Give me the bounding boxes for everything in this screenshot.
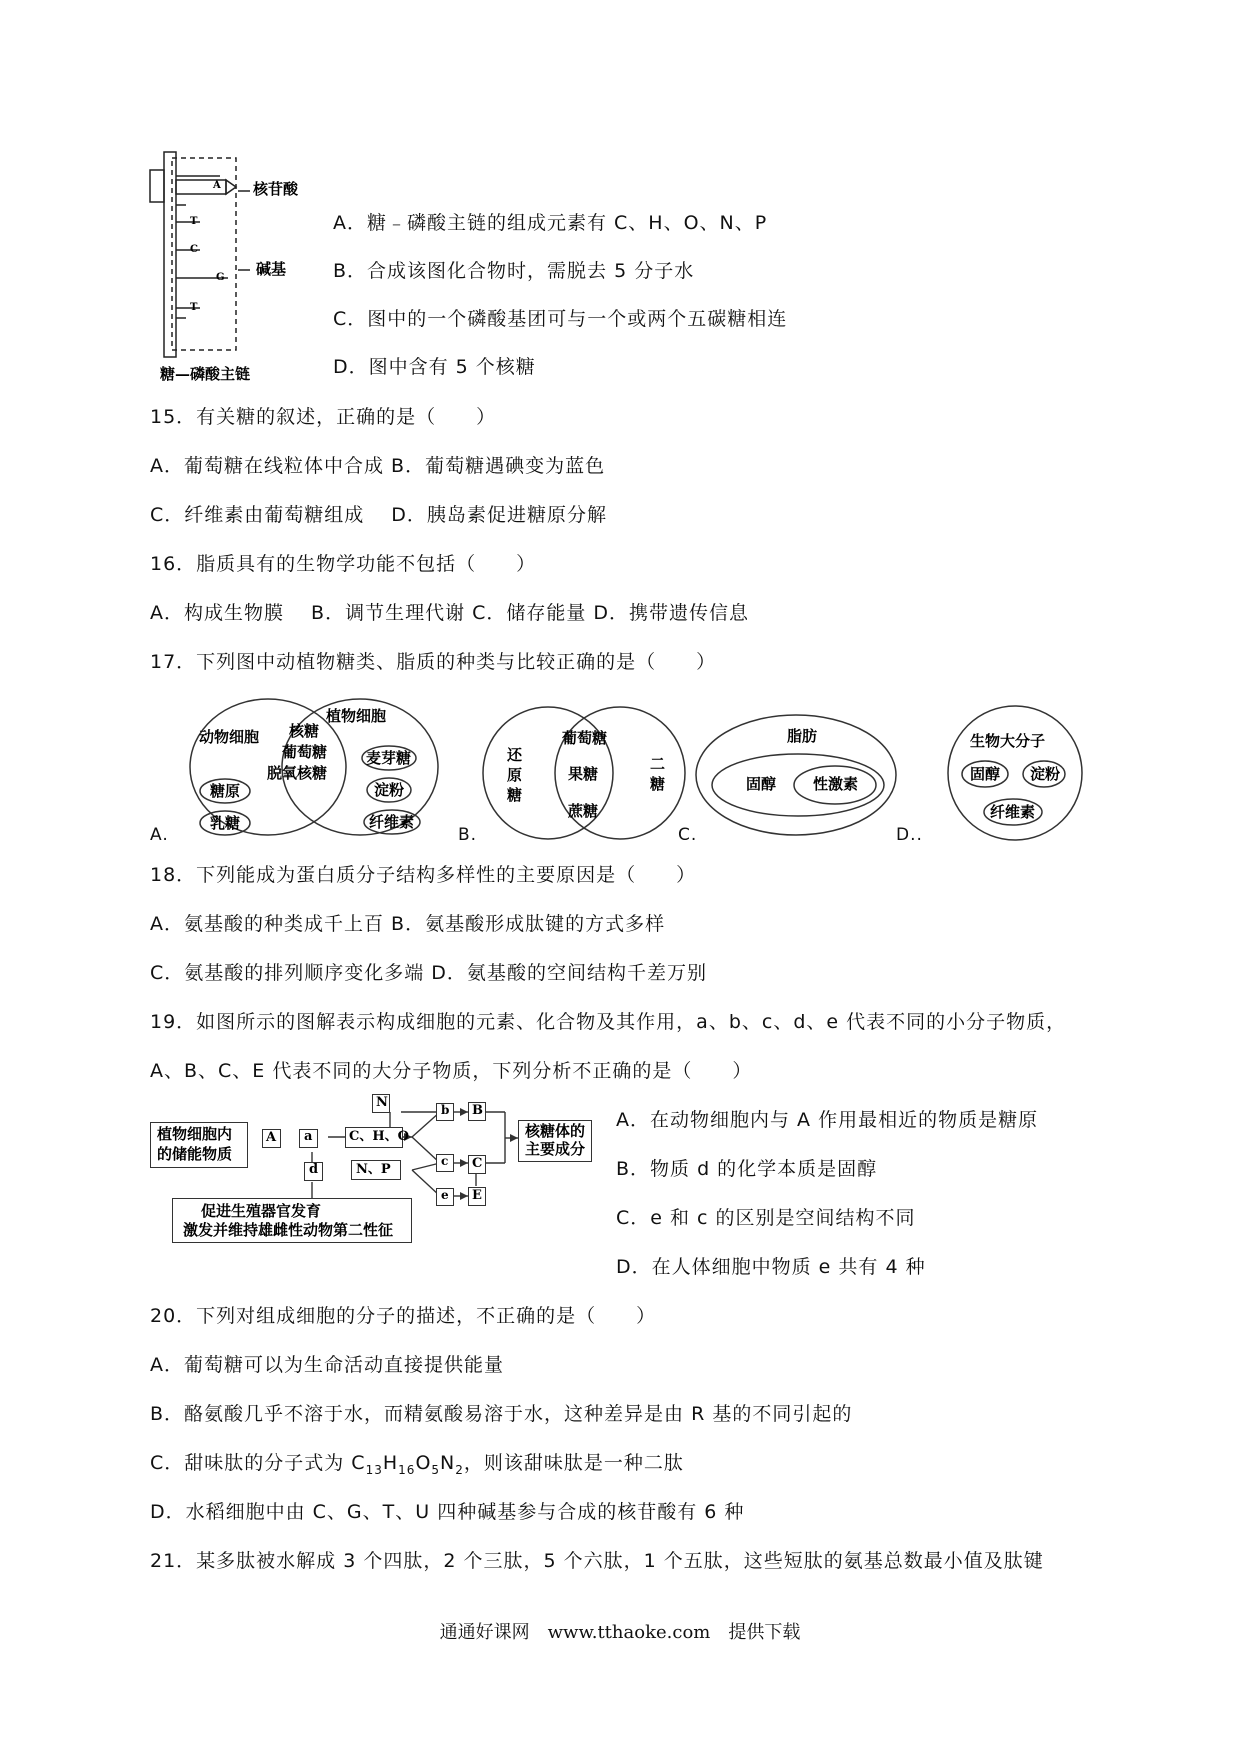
q19-ribosome-box: 核糖体的 主要成分: [518, 1120, 592, 1162]
q15-line2: C．纤维素由葡萄糖组成 D．胰岛素促进糖原分解: [150, 504, 607, 526]
q14-option-d: D．图中含有 5 个核糖: [333, 356, 536, 378]
venn-a-glycogen: 糖原: [210, 782, 241, 800]
q16-line1: A．构成生物膜 B．调节生理代谢 C．储存能量 D．携带遗传信息: [150, 602, 750, 624]
nucleotide-chain-diagram: [150, 152, 250, 357]
venn-a-plant-label: 植物细胞: [326, 707, 387, 725]
q19-box-c: c: [436, 1154, 454, 1172]
nested-c-sterol: 固醇: [746, 775, 777, 793]
q19-box-N: N: [372, 1094, 390, 1113]
venn-b-left-1: 还: [507, 746, 523, 764]
q19-box-E: E: [468, 1187, 486, 1206]
q15-line1: A．葡萄糖在线粒体中合成 B．葡萄糖遇碘变为蓝色: [150, 455, 606, 477]
q19-box-CHO: C、H、O: [345, 1127, 403, 1148]
q17-letter-d: D..: [896, 825, 923, 845]
venn-b-left-2: 原: [507, 766, 523, 784]
base-t2: T: [190, 302, 198, 313]
venn-a-shared-3: 脱氧核糖: [267, 764, 328, 782]
venn-b-left-3: 糖: [507, 786, 523, 804]
venn-a-shared-1: 核糖: [289, 722, 320, 740]
base-a: A: [213, 180, 221, 191]
venn-b-sucrose: 蔗糖: [568, 802, 599, 820]
q18-line2: C．氨基酸的排列顺序变化多端 D．氨基酸的空间结构千差万别: [150, 962, 707, 984]
q19-storage-box: 植物细胞内 的储能物质: [150, 1122, 248, 1168]
q19-box-NP: N、P: [351, 1160, 401, 1180]
venn-a-animal-label: 动物细胞: [199, 728, 260, 746]
q20-option-c: C．甜味肽的分子式为 $C_{13}H_{16}O_5N_2$，则该甜味肽是一种二肽: [150, 1452, 684, 1477]
q19-box-C: C: [468, 1155, 486, 1174]
venn-a-maltose: 麦芽糖: [366, 749, 412, 767]
base-label: 碱基: [256, 260, 287, 278]
q19-box-e: e: [436, 1188, 454, 1206]
backbone-label: 糖—磷酸主链: [160, 365, 251, 383]
circle-d-cellulose: 纤维素: [990, 803, 1036, 821]
q19-box-b: b: [436, 1103, 454, 1121]
circle-d-label: 生物大分子: [970, 732, 1046, 750]
venn-b-right-1: 二: [650, 755, 666, 773]
q17-letter-a: A.: [150, 825, 169, 845]
q14-option-a: A．糖﹣磷酸主链的组成元素有 C、H、O、N、P: [333, 212, 768, 234]
q20-option-b: B．酪氨酸几乎不溶于水，而精氨酸易溶于水，这种差异是由 R 基的不同引起的: [150, 1403, 853, 1425]
base-c: C: [190, 244, 198, 255]
nucleotide-label: 核苷酸: [253, 180, 299, 198]
q17-stem: 17．下列图中动植物糖类、脂质的种类与比较正确的是（ ）: [150, 651, 717, 673]
q18-stem: 18．下列能成为蛋白质分子结构多样性的主要原因是（ ）: [150, 864, 697, 886]
q19-stem-2: A、B、C、E 代表不同的大分子物质，下列分析不正确的是（ ）: [150, 1060, 753, 1082]
q19-option-a: A．在动物细胞内与 A 作用最相近的物质是糖原: [616, 1109, 1039, 1131]
venn-b-glucose: 葡萄糖: [562, 729, 608, 747]
q18-line1: A．氨基酸的种类成千上百 B．氨基酸形成肽键的方式多样: [150, 913, 666, 935]
q19-option-c: C．e 和 c 的区别是空间结构不同: [616, 1207, 916, 1229]
base-t1: T: [190, 216, 198, 227]
q19-box-B: B: [468, 1102, 486, 1121]
venn-a-lactose: 乳糖: [210, 814, 241, 832]
nested-c-sex-hormone: 性激素: [813, 775, 859, 793]
venn-a-starch: 淀粉: [374, 781, 405, 799]
venn-a-shared-2: 葡萄糖: [282, 743, 328, 761]
q14-option-b: B．合成该图化合物时，需脱去 5 分子水: [333, 260, 695, 282]
q14-option-c: C．图中的一个磷酸基团可与一个或两个五碳糖相连: [333, 308, 788, 330]
page-footer: 通通好课网 www.tthaoke.com 提供下载: [439, 1622, 801, 1643]
q19-stem-1: 19．如图所示的图解表示构成细胞的元素、化合物及其作用，a、b、c、d、e 代表不同的小分子物质，: [150, 1011, 1067, 1033]
q19-option-d: D．在人体细胞中物质 e 共有 4 种: [616, 1256, 926, 1278]
q16-stem: 16．脂质具有的生物学功能不包括（ ）: [150, 553, 537, 575]
q15-stem: 15．有关糖的叙述，正确的是（ ）: [150, 406, 497, 428]
q19-box-a: a: [299, 1129, 318, 1148]
q19-box-d: d: [304, 1162, 323, 1181]
q21-stem: 21．某多肽被水解成 3 个四肽，2 个三肽，5 个六肽，1 个五肽，这些短肽的氨基总数最小值及肽键: [150, 1550, 1044, 1572]
q20-option-a: A．葡萄糖可以为生命活动直接提供能量: [150, 1354, 504, 1376]
venn-b-fructose: 果糖: [568, 765, 599, 783]
venn-b-right-2: 糖: [650, 775, 666, 793]
q20-option-d: D．水稻细胞中由 C、G、T、U 四种碱基参与合成的核苷酸有 6 种: [150, 1501, 745, 1523]
nested-c-fat: 脂肪: [787, 727, 818, 745]
q17-letter-c: C.: [678, 825, 698, 845]
q19-sex-hormone-box: 促进生殖器官发育 激发并维持雄雌性动物第二性征: [172, 1198, 412, 1243]
circle-d-sterol: 固醇: [970, 765, 1001, 783]
base-g: G: [216, 272, 225, 283]
q19-box-A: A: [262, 1129, 281, 1148]
q19-option-b: B．物质 d 的化学本质是固醇: [616, 1158, 878, 1180]
q17-letter-b: B.: [458, 825, 478, 845]
circle-d-starch: 淀粉: [1030, 765, 1061, 783]
venn-a-cellulose: 纤维素: [369, 813, 415, 831]
q20-stem: 20．下列对组成细胞的分子的描述，不正确的是（ ）: [150, 1305, 657, 1327]
